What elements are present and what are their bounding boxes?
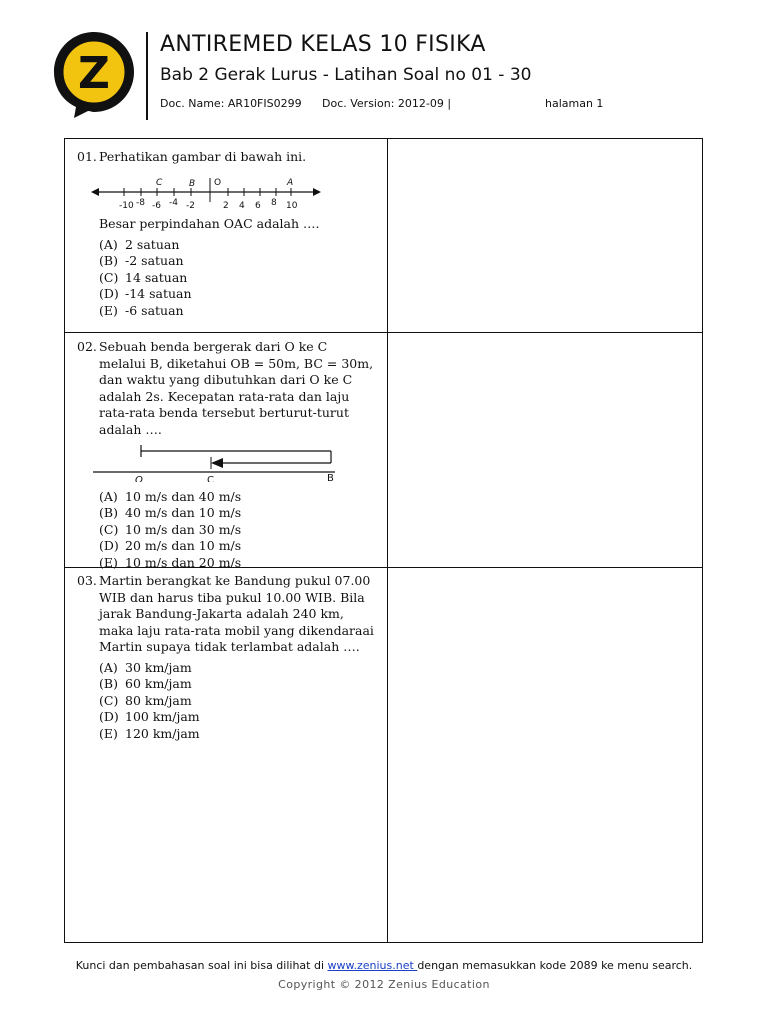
tick-label: -6 — [152, 200, 161, 211]
option-text: 40 m/s dan 10 m/s — [125, 505, 242, 520]
point-label-c: C — [156, 177, 163, 188]
footer-text: Kunci dan pembahasan soal ini bisa dilihat di — [75, 959, 328, 972]
option-c — [99, 522, 377, 539]
point-label-b: B — [189, 178, 196, 189]
option-e — [99, 303, 377, 320]
tick-label: 6 — [255, 200, 261, 211]
option-e — [99, 555, 377, 572]
label-b: B — [327, 473, 334, 482]
option-text: 80 km/jam — [125, 692, 192, 708]
option-text: 20 m/s dan 10 m/s — [125, 538, 242, 553]
option-d — [99, 538, 377, 555]
label-c: C — [207, 475, 214, 482]
copyright: Copyright © 2012 Zenius Education — [278, 978, 490, 991]
option-text: 100 km/jam — [125, 709, 200, 724]
tick-label: 2 — [223, 200, 229, 211]
point-label-a: A — [287, 177, 294, 188]
options-list — [99, 489, 377, 572]
option-key: (C) — [99, 269, 119, 285]
displacement-diagram — [91, 442, 351, 482]
point-label-o: O — [214, 177, 222, 188]
option-key: (A) — [99, 488, 118, 504]
option-key: (C) — [99, 692, 119, 708]
option-a — [99, 660, 377, 677]
option-b — [99, 253, 377, 270]
number-line — [91, 168, 321, 212]
option-e — [99, 726, 377, 743]
question-sheet — [64, 138, 703, 943]
option-key: (E) — [99, 302, 118, 318]
number-line-figure — [91, 168, 377, 217]
question-number: 03. — [77, 573, 97, 588]
option-key: (E) — [99, 725, 118, 741]
option-c — [99, 693, 377, 710]
tick-label: 8 — [271, 197, 277, 208]
footer-text-end: dengan memasukkan kode 2089 ke menu search. — [417, 959, 693, 972]
option-text: 14 satuan — [125, 269, 188, 285]
question-number: 01. — [77, 149, 97, 164]
option-key: (E) — [99, 554, 118, 570]
zenius-logo — [52, 30, 136, 120]
doc-title: ANTIREMED KELAS 10 FISIKA — [160, 32, 486, 57]
option-text: 10 m/s dan 20 m/s — [125, 554, 242, 570]
option-d — [99, 709, 377, 726]
doc-version: Doc. Version: 2012-09 | — [322, 97, 452, 110]
footer-note — [0, 959, 768, 972]
option-a — [99, 489, 377, 506]
option-key: (C) — [99, 521, 119, 537]
question-prompt: Besar perpindahan OAC adalah …. — [99, 216, 320, 231]
question-number: 02. — [77, 339, 97, 354]
page-number: halaman 1 — [545, 97, 604, 110]
question-text: Sebuah benda bergerak dari O ke C melalui B, diketahui OB = 50m, BC = 30m, dan waktu yang dibutuhkan dari O ke C adalah 2s. Kecepatan rata-rata dan laju rata-rata benda tersebut berturut-turut adalah …. — [99, 339, 374, 437]
zenius-link[interactable]: www.zenius.net — [327, 959, 418, 972]
row-divider — [65, 332, 702, 333]
tick-label: -8 — [136, 197, 145, 208]
option-b — [99, 676, 377, 693]
tick-label: -4 — [169, 197, 178, 208]
option-text: 120 km/jam — [125, 725, 200, 741]
displacement-figure — [91, 442, 377, 487]
question-03 — [77, 573, 377, 742]
option-b — [99, 505, 377, 522]
option-key: (B) — [99, 676, 118, 691]
option-key: (D) — [99, 538, 119, 553]
tick-label: -10 — [119, 200, 134, 211]
column-divider — [387, 139, 388, 942]
question-text: Perhatikan gambar di bawah ini. — [99, 149, 307, 164]
option-key: (A) — [99, 659, 118, 675]
option-key: (B) — [99, 253, 118, 268]
question-02 — [77, 339, 377, 571]
option-text: 60 km/jam — [125, 676, 192, 691]
option-text: 2 satuan — [125, 236, 180, 252]
option-text: -14 satuan — [125, 286, 192, 301]
tick-label: 10 — [286, 200, 298, 211]
question-01 — [77, 149, 377, 319]
option-a — [99, 237, 377, 254]
option-key: (B) — [99, 505, 118, 520]
tick-label: 4 — [239, 200, 245, 211]
options-list — [99, 660, 377, 743]
option-text: 10 m/s dan 30 m/s — [125, 521, 242, 537]
option-text: -6 satuan — [125, 302, 184, 318]
header-divider — [146, 32, 148, 120]
option-d — [99, 286, 377, 303]
logo-letter: Z — [78, 48, 110, 99]
option-c — [99, 270, 377, 287]
option-key: (D) — [99, 709, 119, 724]
doc-subtitle: Bab 2 Gerak Lurus - Latihan Soal no 01 - 30 — [160, 65, 532, 85]
label-o: O — [135, 475, 143, 482]
doc-name: Doc. Name: AR10FIS0299 — [160, 97, 302, 110]
option-key: (D) — [99, 286, 119, 301]
tick-label: -2 — [186, 200, 195, 211]
options-list — [99, 237, 377, 320]
question-text: Martin berangkat ke Bandung pukul 07.00 WIB dan harus tiba pukul 10.00 WIB. Bila jarak Bandung-Jakarta adalah 240 km, maka laju rata-rata mobil yang dikendaraai Martin supaya tidak terlambat adalah …. — [99, 573, 374, 654]
option-text: 30 km/jam — [125, 659, 192, 675]
option-key: (A) — [99, 236, 118, 252]
option-text: -2 satuan — [125, 253, 184, 268]
option-text: 10 m/s dan 40 m/s — [125, 488, 242, 504]
zenius-logo-icon — [52, 30, 136, 120]
